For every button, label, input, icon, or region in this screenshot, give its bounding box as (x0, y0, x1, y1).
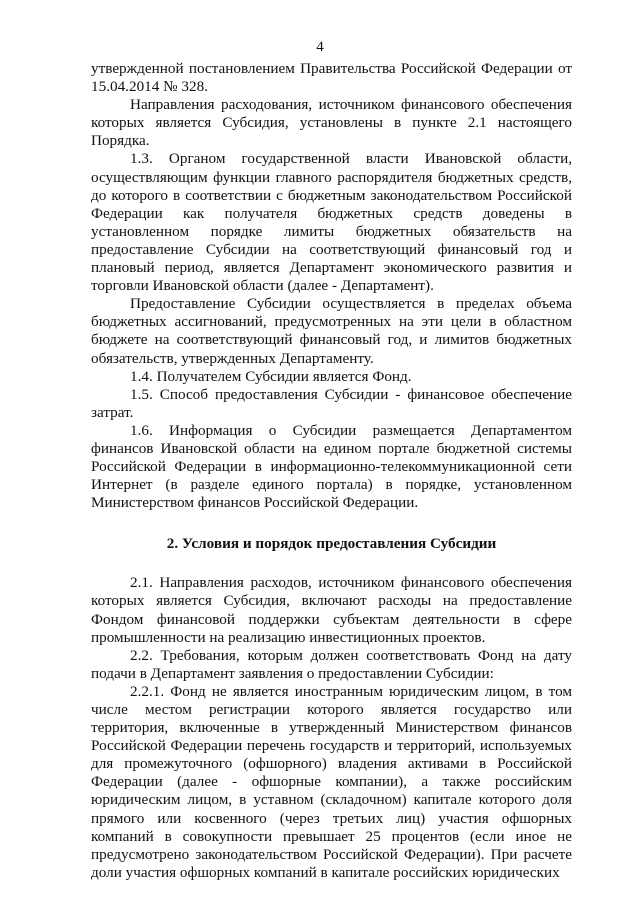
paragraph-1-3: 1.3. Органом государственной власти Ивановской области, осуществляющим функции главного распорядителя бюджетных средств, до которого в соответствии с бюджетным законодательством Российской Федерации как получателя бюджетных средств доведены в установленном порядке лимиты бюджетных обязательств на предоставление Субсидии на соответствующий финансовый год и плановый период, является Департамент экономического развития и торговли Ивановской области (далее - Департамент). (91, 150, 572, 295)
paragraph-spending-directions: Направления расходования, источником финансового обеспечения которых является Субсидия, установлены в пункте 2.1 настоящего Порядка. (91, 96, 572, 150)
paragraph-continuation: утвержденной постановлением Правительства Российской Федерации от 15.04.2014 № 328. (91, 60, 572, 96)
paragraph-2-2: 2.2. Требования, которым должен соответствовать Фонд на дату подачи в Департамент заявления о предоставлении Субсидии: (91, 646, 572, 682)
paragraph-1-5: 1.5. Способ предоставления Субсидии - финансовое обеспечение затрат. (91, 385, 572, 421)
paragraph-subsidy-limits: Предоставление Субсидии осуществляется в пределах объема бюджетных ассигнований, предусмотренных на эти цели в областном бюджете на соответствующий финансовый год, и лимитов бюджетных обязательств, утвержденных Департаменту. (91, 295, 572, 367)
page-number: 4 (316, 39, 324, 55)
document-body (91, 60, 572, 882)
paragraph-2-1: 2.1. Направления расходов, источником финансового обеспечения которых является Субсидия, включают расходы на предоставление Фондом финансовой поддержки субъектам деятельности в сфере промышленности на реализацию инвестиционных проектов. (91, 574, 572, 646)
paragraph-1-6: 1.6. Информация о Субсидии размещается Департаментом финансов Ивановской области на едином портале бюджетной системы Российской Федерации в информационно-телекоммуникационной сети Интернет (в разделе единого портала) в порядке, установленном Министерством финансов Российской Федерации. (91, 421, 572, 512)
paragraph-1-4: 1.4. Получателем Субсидии является Фонд. (130, 367, 412, 385)
paragraph-2-2-1: 2.2.1. Фонд не является иностранным юридическим лицом, в том числе местом регистрации которого является государство или территория, включенные в утвержденный Министерством финансов Российской Федерации перечень государств и территорий, используемых для промежуточного (офшорного) владения активами в Российской Федерации (далее - офшорные компании), а также российским юридическим лицом, в уставном (складочном) капитале которого доля прямого или косвенного (через третьих лиц) участия офшорных компаний в совокупности превышает 25 процентов (если иное не предусмотрено законодательством Российской Федерации). При расчете доли участия офшорных компаний в капитале российских юридических (91, 682, 572, 881)
section-heading: 2. Условия и порядок предоставления Субсидии (166, 535, 497, 553)
